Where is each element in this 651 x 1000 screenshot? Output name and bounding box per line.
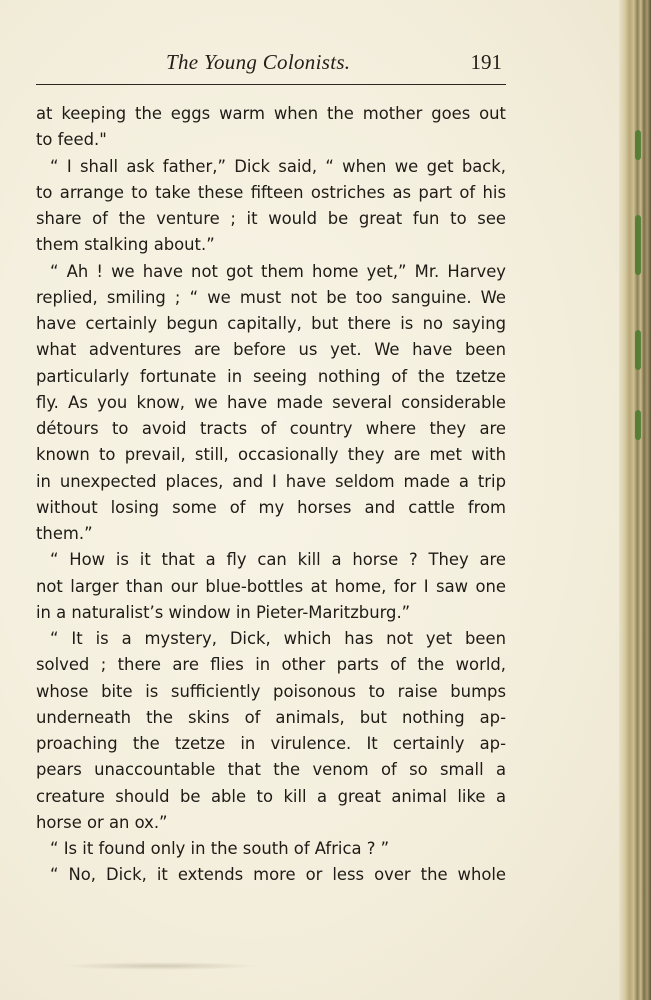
text-line: horse or an ox.” — [36, 812, 168, 832]
text-line: have certainly begun capitally, but there is no saying — [36, 314, 506, 333]
spine-stain — [635, 410, 641, 440]
text-line: to feed." — [36, 130, 107, 150]
text-line: whose bite is sufficiently poisonous to raise bumps — [36, 681, 506, 701]
text-line: to arrange to take these fifteen ostriches as part of his — [36, 182, 506, 202]
text-line: “ No, Dick, it extends more or less over the whole — [50, 865, 506, 885]
spine-stain — [635, 215, 641, 275]
text-line: replied, smiling ; “ we must not be too sanguine. We — [36, 287, 506, 307]
text-line: “ Is it found only in the south of Africa ? ” — [50, 839, 390, 858]
text-line: in unexpected places, and I have seldom made a trip — [36, 471, 506, 491]
text-line: “ How is it that a fly can kill a horse ? They are — [50, 550, 506, 570]
text-line: creature should be able to kill a great animal like a — [36, 786, 506, 806]
text-line: pears unaccountable that the venom of so small a — [36, 760, 506, 780]
header-rule — [36, 84, 506, 85]
text-line: “ I shall ask father,” Dick said, “ when we get back, — [50, 156, 506, 176]
text-line: “ It is a mystery, Dick, which has not yet been — [50, 629, 506, 648]
text-line: détours to avoid tracts of country where they are — [36, 419, 506, 438]
text-line: proaching the tzetze in virulence. It certainly ap- — [36, 734, 506, 753]
text-line: underneath the skins of animals, but nothing ap- — [36, 707, 506, 727]
text-line: fly. As you know, we have made several considerable — [36, 392, 506, 412]
text-line: “ Ah ! we have not got them home yet,” Mr. Harvey — [50, 261, 506, 281]
text-line: at keeping the eggs warm when the mother goes out — [36, 104, 506, 123]
page-header — [36, 48, 506, 78]
text-line: them stalking about.” — [36, 235, 215, 255]
text-line: without losing some of my horses and cattle from — [36, 497, 506, 517]
body-text — [36, 101, 506, 889]
book-spine-edge — [619, 0, 651, 1000]
running-title: The Young Colonists. — [166, 50, 351, 74]
page-number: 191 — [470, 50, 502, 74]
text-line: known to prevail, still, occasionally they are met with — [36, 445, 506, 465]
spine-stain — [635, 330, 641, 370]
text-line: particularly fortunate in seeing nothing of the tzetze — [36, 366, 506, 386]
text-line: solved ; there are flies in other parts of the world, — [36, 655, 506, 675]
text-line: not larger than our blue-bottles at home, for I saw one — [36, 576, 506, 596]
paper-smudge — [60, 962, 260, 970]
text-line: what adventures are before us yet. We have been — [36, 340, 506, 360]
text-line: share of the venture ; it would be great fun to see — [36, 209, 506, 228]
spine-stain — [635, 130, 641, 160]
text-line: in a naturalist’s window in Pieter-Maritzburg.” — [36, 602, 411, 622]
text-line: them.” — [36, 524, 93, 543]
